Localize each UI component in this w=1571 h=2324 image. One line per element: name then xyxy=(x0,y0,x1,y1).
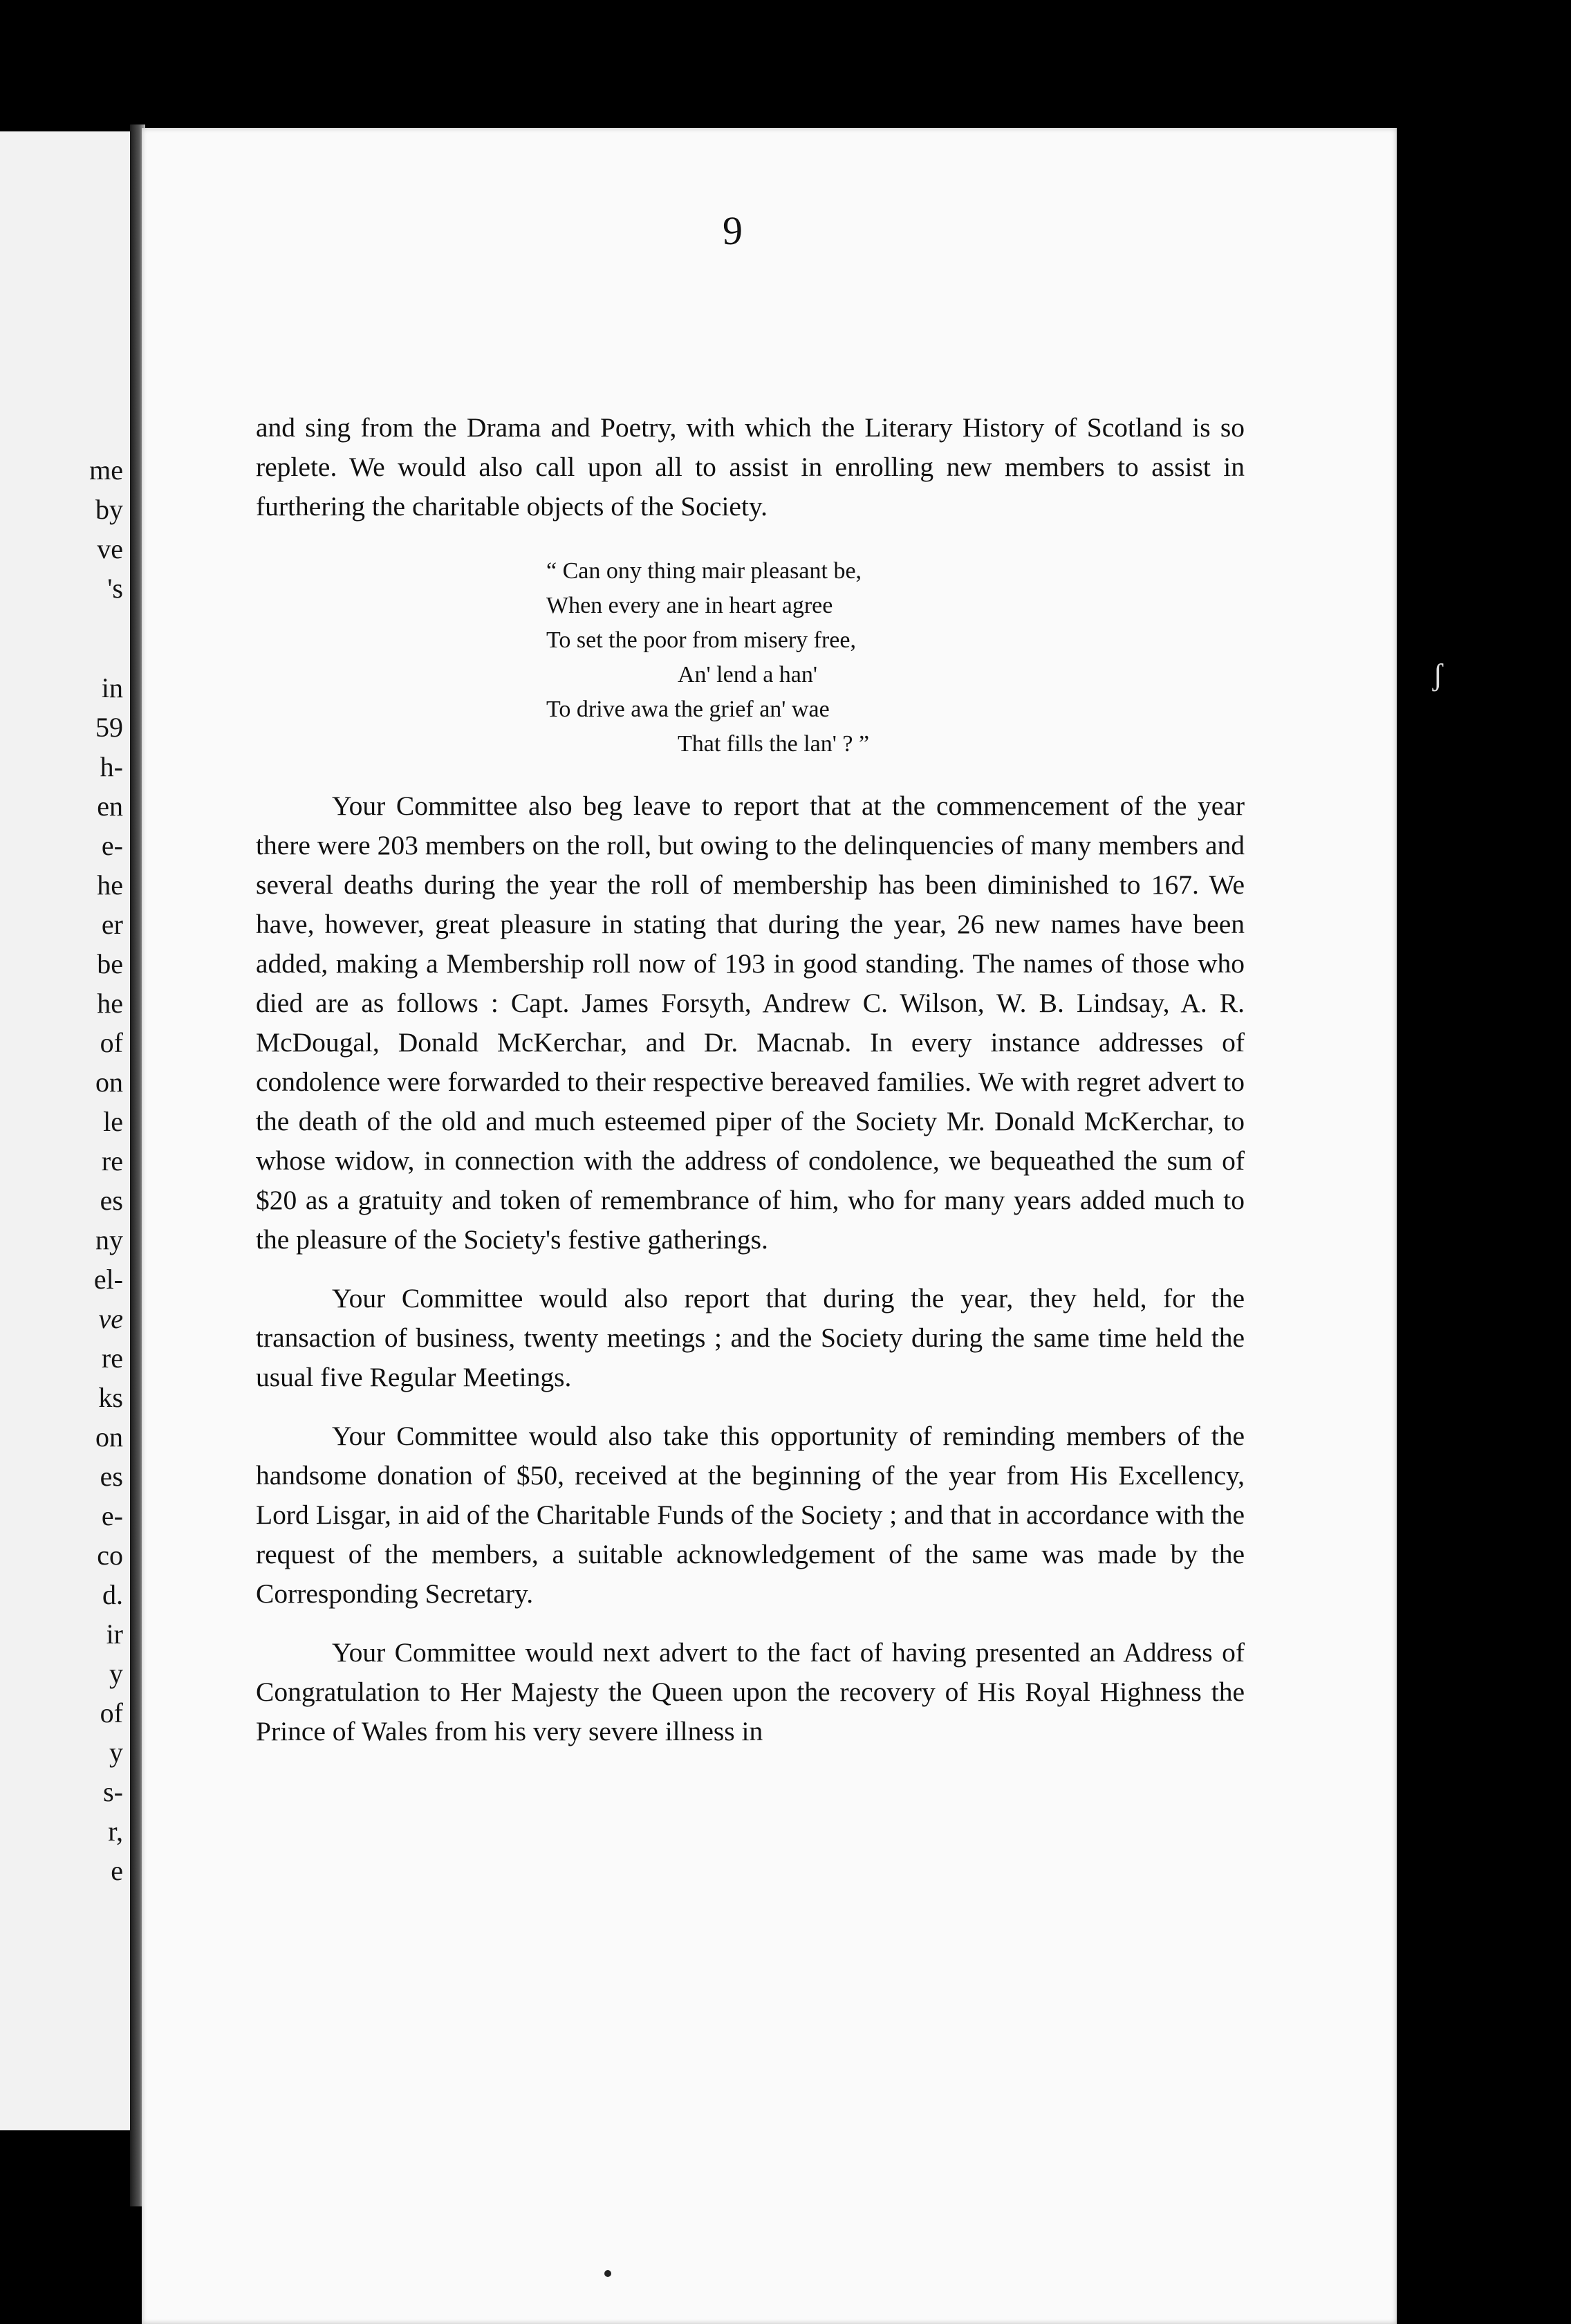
left-fragment: ve xyxy=(97,533,123,564)
opening-paragraph: and sing from the Drama and Poetry, with which the Literary History of Scotland is so replete. We would also call upon all to assist in enrolling new members to assist in furthering the charitable objects of the Society. xyxy=(256,412,1245,522)
left-fragment: e xyxy=(111,1855,123,1886)
page-number: 9 xyxy=(723,208,743,253)
left-fragment: r, xyxy=(108,1816,123,1847)
left-fragment: he xyxy=(97,988,123,1019)
left-fragment: me xyxy=(89,454,123,486)
poem-line: To set the poor from misery free, xyxy=(546,627,856,653)
left-fragment: of xyxy=(100,1027,123,1058)
left-fragment: in xyxy=(101,672,123,703)
left-fragment: co xyxy=(97,1540,123,1571)
poem-line: To drive awa the grief an' wae xyxy=(546,697,830,722)
left-page-fragment xyxy=(0,131,130,2130)
left-fragment: er xyxy=(101,909,123,940)
left-fragment: le xyxy=(103,1106,123,1137)
left-fragment: y xyxy=(109,1737,123,1768)
left-fragment: 59 xyxy=(95,712,123,743)
left-fragment: on xyxy=(95,1067,123,1098)
left-fragment: el- xyxy=(93,1264,123,1295)
address-paragraph: Your Committee would next advert to the fact of having presented an Address of Congratulation to Her Majesty the Queen upon the recovery of His Royal Highness the Prince of Wales from his very severe illness in xyxy=(256,1637,1245,1746)
left-fragment: h- xyxy=(100,751,123,782)
poem-line: That fills the lan' ? ” xyxy=(678,731,870,757)
stray-pen-mark: ʃ xyxy=(1433,658,1443,692)
poem-line: An' lend a han' xyxy=(678,662,818,688)
left-fragment: d. xyxy=(102,1579,123,1610)
footer-dot xyxy=(604,2270,611,2277)
left-fragment: by xyxy=(95,494,123,525)
left-fragment: ks xyxy=(98,1382,123,1413)
left-fragment: en xyxy=(97,791,123,822)
poem-stanza xyxy=(546,554,1245,762)
poem-line: “ Can ony thing mair pleasant be, xyxy=(546,558,862,584)
page-body xyxy=(256,408,1245,1751)
poem-line: When every ane in heart agree xyxy=(546,593,833,618)
left-fragment: he xyxy=(97,869,123,901)
left-fragment: on xyxy=(95,1421,123,1452)
left-fragment: ir xyxy=(106,1618,123,1650)
donation-paragraph: Your Committee would also take this opportunity of reminding members of the handsome donation of $50, received at the beginning of the year from His Excellency, Lord Lisgar, in aid of the Charitable Funds of the Society ; and that in accordance with the request of the members, a suitable acknowledgement of the same was made by the Corresponding Secretary. xyxy=(256,1421,1245,1609)
left-fragment: of xyxy=(100,1697,123,1728)
left-fragment: s- xyxy=(103,1776,123,1807)
membership-paragraph: Your Committee also beg leave to report that at the commencement of the year there were 203 members on the roll, but owing to the delinquencies of many members and several deaths during the year the roll of membership has been diminished to 167. We have, however, great pleasure in stating that during the year, 26 new names have been added, making a Membership roll now of 193 in good standing. The names of those who died are as follows : Capt. James Forsyth, Andrew C. Wilson, W. B. Lindsay, A. R. McDougal, Donald McKerchar, and Dr. Macnab. In every instance addresses of condolence were forwarded to their respective bereaved families. We with regret advert to the death of the old and much esteemed piper of the Society Mr. Donald McKerchar, to whose widow, in connection with the address of condolence, we bequeathed the sum of $20 as a gratuity and token of remembrance of him, who for many years added much to the pleasure of the Society's festive gatherings. xyxy=(256,791,1245,1255)
left-fragment: e- xyxy=(101,830,123,861)
left-fragment: es xyxy=(100,1461,123,1492)
left-fragment: be xyxy=(97,948,123,979)
meetings-paragraph: Your Committee would also report that during the year, they held, for the transaction of business, twenty meetings ; and the Society during the same time held the usual five Regular Meetings. xyxy=(256,1283,1245,1392)
left-fragment: ve xyxy=(98,1303,123,1334)
left-fragment: es xyxy=(100,1185,123,1216)
left-fragment: re xyxy=(101,1145,123,1177)
left-fragment: ny xyxy=(95,1224,123,1255)
left-fragment: e- xyxy=(101,1500,123,1531)
left-fragment: y xyxy=(109,1658,123,1689)
left-fragment: 's xyxy=(107,573,123,604)
left-fragment: re xyxy=(101,1343,123,1374)
